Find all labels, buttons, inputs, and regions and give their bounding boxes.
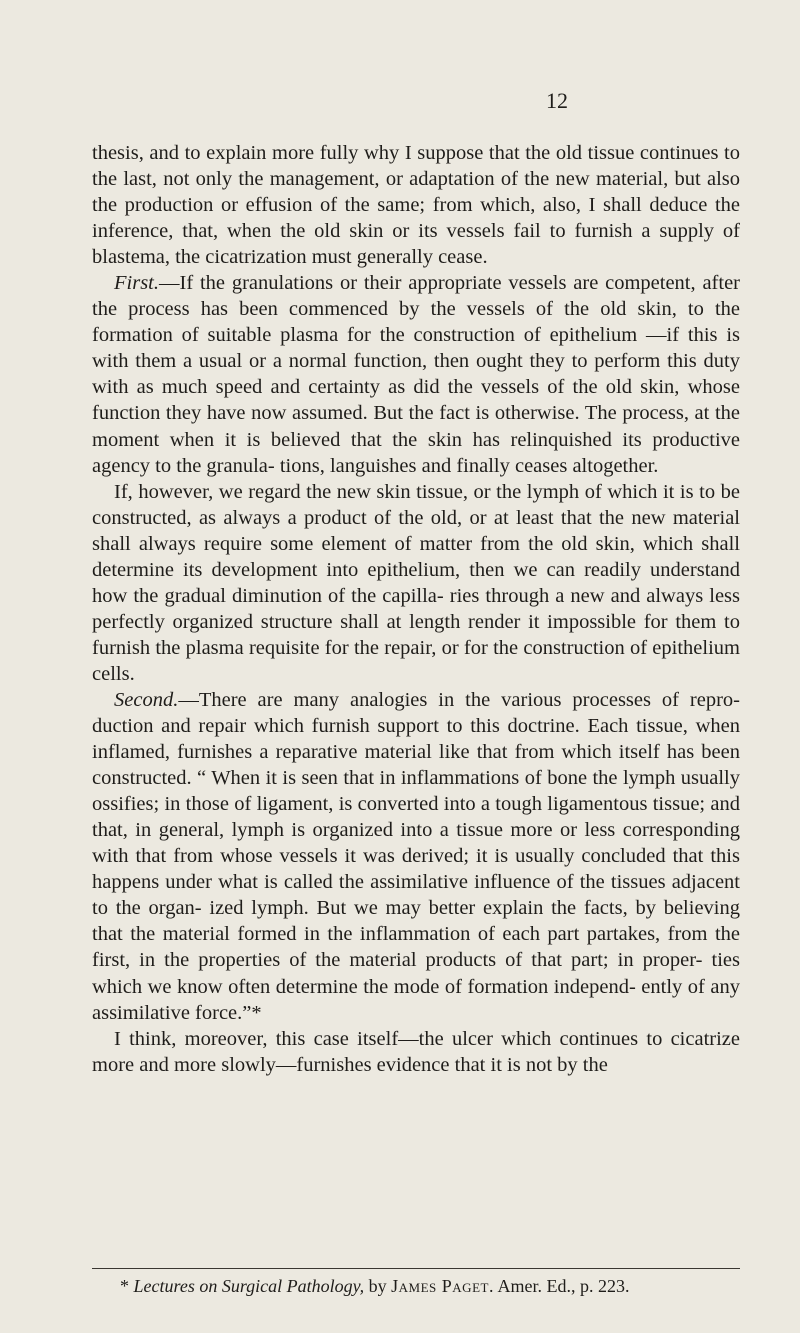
paragraph-text: —There are many analogies in the various processes of repro- duction and repair which furnish support to this doctrine. Each tissue, when inflamed, furnishes a reparative material like that from which itself has been constructed. “ When it is seen that in inflammations of bone the lymph usually ossifies; in those of ligament, is converted into a tough ligamentous tissue; and that, in general, lymph is organized into a tissue more or less corresponding with that from whose vessels it was derived; it is usually concluded that this happens under what is called the assimilative influence of the tissues adjacent to the organ- ized lymph. But we may better explain the facts, by believing that the material formed in the inflammation of each part partakes, from the first, in the properties of the material products of that part; in proper- ties which we know often determine the mode of formation independ- ently of any assimilative force.”* — [92, 688, 740, 1024]
paragraph-lead: First. — [114, 272, 159, 295]
paragraph-lead: Second. — [114, 688, 179, 711]
footnote-divider — [92, 1268, 740, 1269]
paragraph-text: thesis, and to explain more fully why I suppose that the old tissue continues to the last, not only the management, or adaptation of the new material, but also the production or effusion of the same; from which, also, I shall deduce the inference, that, when the old skin or its vessels fail to furnish a supply of blastema, the cicatrization must generally cease. — [92, 142, 740, 269]
body-text — [92, 140, 740, 1078]
paragraph-text: If, however, we regard the new skin tissue, or the lymph of which it is to be constructed, as always a product of the old, or at least that the new material shall always require some element of matter from the old skin, which shall determine its development into epithelium, then we can readily understand how the gradual diminution of the capilla- ries through a new and always less perfectly organized structure shall at length render it impossible for them to furnish the plasma requisite for the repair, or for the construction of epithelium cells. — [92, 480, 740, 685]
footnote-title: Lectures on Surgical Pathology, — [133, 1276, 365, 1296]
paragraph-however — [92, 479, 740, 687]
footnote-author: James Paget. — [391, 1276, 494, 1296]
footnote-by: by — [368, 1276, 387, 1296]
paragraph-first — [92, 270, 740, 478]
paragraph-continuation — [92, 140, 740, 270]
paragraph-text: I think, moreover, this case itself—the ulcer which continues to cicatrize more and more slowly—furnishes evidence that it is not by the — [92, 1027, 740, 1076]
footnote-marker: * — [120, 1276, 129, 1296]
paragraph-text: —If the granulations or their appropriate vessels are competent, after the process has been commenced by the vessels of the old skin, to the formation of suitable plasma for the construction of epithelium —if this is with them a usual or a normal function, then ought they to perform this duty with as much speed and certainty as did the vessels of the old skin, whose function they have now assumed. But the fact is otherwise. The process, at the moment when it is believed that the skin has relinquished its productive agency to the granula- tions, languishes and finally ceases altogether. — [92, 272, 740, 477]
paragraph-moreover — [92, 1026, 740, 1078]
footnote — [120, 1276, 740, 1297]
footnote-edition: Amer. Ed., p. 223. — [497, 1276, 630, 1296]
paragraph-second — [92, 687, 740, 1026]
page-number: 12 — [546, 88, 568, 113]
